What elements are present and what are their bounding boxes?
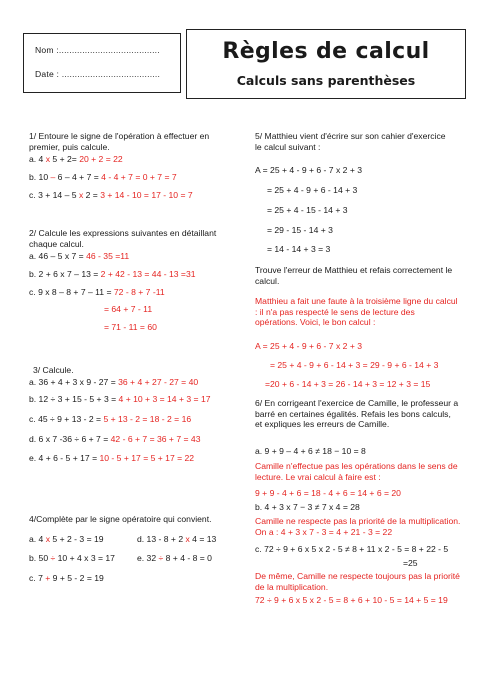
- ex3-item-d: d. 6 x 7 -36 ÷ 6 + 7 = 42 - 6 + 7 = 36 + 7 = 43: [29, 434, 201, 444]
- ex2-item-c-step3: = 71 - 11 = 60: [104, 322, 157, 332]
- ex2-title: 2/ Calcule les expressions suivantes en détaillant chaque calcul.: [29, 228, 217, 249]
- ex6-item-b-explanation: Camille ne respecte pas la priorité de la multiplication. On a : 4 + 3 x 7 - 3 = 4 + 21 - 3 = 22: [255, 516, 461, 537]
- ex4-item-c: c. 7 + 9 + 5 - 2 = 19: [29, 573, 104, 583]
- ex4-item-a: a. 4 x 5 + 2 - 3 = 19: [29, 534, 104, 544]
- title-box: [186, 29, 466, 99]
- ex3-item-e: e. 4 + 6 - 5 + 17 = 10 - 5 + 17 = 5 + 17 = 22: [29, 453, 195, 463]
- ex5-answer: Matthieu a fait une faute à la troisième ligne du calcul : il n'a pas respecté le sens de lecture des opérations. Voici, le bon calcul :: [255, 296, 458, 327]
- ex2-item-c: c. 9 x 8 – 8 + 7 – 11 = 72 - 8 + 7 -11: [29, 287, 165, 297]
- ex5-title: 5/ Matthieu vient d'écrire sur son cahier d'exercice le calcul suivant :: [255, 131, 446, 152]
- page-title: Règles de calcul: [222, 39, 430, 64]
- ex6-item-a: a. 9 + 9 – 4 + 6 ≠ 18 − 10 = 8: [255, 446, 366, 456]
- ex6-item-a-explanation: Camille n'effectue pas les opérations dans le sens de lecture. Le vrai calcul à faire est :: [255, 461, 458, 482]
- ex4-title: 4/Complète par le signe opératoire qui convient.: [29, 514, 212, 524]
- ex1-item-c: c. 3 + 14 – 5 x 2 = 3 + 14 - 10 = 17 - 10 = 7: [29, 190, 193, 200]
- ex1-title: 1/ Entoure le signe de l'opération à effectuer en premier, puis calcule.: [29, 131, 210, 152]
- ex5-answer-line-2: = 25 + 4 - 9 + 6 - 14 + 3 = 29 - 9 + 6 - 14 + 3: [270, 360, 439, 370]
- ex5-answer-line-1: A = 25 + 4 - 9 + 6 - 7 x 2 + 3: [255, 341, 363, 351]
- ex5-line-3: = 25 + 4 - 15 - 14 + 3: [267, 205, 348, 215]
- ex4-item-e: e. 32 ÷ 8 + 4 - 8 = 0: [137, 553, 212, 563]
- identity-box: [23, 33, 181, 93]
- ex1-item-b: b. 10 – 6 – 4 + 7 = 4 - 4 + 7 = 0 + 7 = 7: [29, 172, 177, 182]
- ex6-item-c-explanation: De même, Camille ne respecte toujours pas la priorité de la multiplication.: [255, 571, 460, 592]
- ex2-item-a: a. 46 – 5 x 7 = 46 - 35 =11: [29, 251, 130, 261]
- ex2-item-b: b. 2 + 6 x 7 – 13 = 2 + 42 - 13 = 44 - 13 =31: [29, 269, 196, 279]
- ex5-line-2: = 25 + 4 - 9 + 6 - 14 + 3: [267, 185, 358, 195]
- ex6-item-c: c. 72 ÷ 9 + 6 x 5 x 2 - 5 ≠ 8 + 11 x 2 - 5 = 8 + 22 - 5: [255, 544, 449, 554]
- ex6-item-c-calc: 72 ÷ 9 + 6 x 5 x 2 - 5 = 8 + 6 + 10 - 5 = 14 + 5 = 19: [255, 595, 448, 605]
- ex5-question: Trouve l'erreur de Matthieu et refais correctement le calcul.: [255, 265, 453, 286]
- ex6-item-b: b. 4 + 3 x 7 − 3 ≠ 7 x 4 = 28: [255, 502, 360, 512]
- ex6-item-a-calc: 9 + 9 - 4 + 6 = 18 - 4 + 6 = 14 + 6 = 20: [255, 488, 401, 498]
- ex6-title: 6/ En corrigeant l'exercice de Camille, le professeur a barré en certaines égalités. Refais les bons calculs, et expliques les erreurs de Camille.: [255, 398, 459, 429]
- ex5-line-4: = 29 - 15 - 14 + 3: [267, 225, 333, 235]
- ex3-item-a: a. 36 + 4 + 3 x 9 - 27 = 36 + 4 + 27 - 27 = 40: [29, 377, 199, 387]
- ex4-item-b: b. 50 ÷ 10 + 4 x 3 = 17: [29, 553, 115, 563]
- date-field: Date : ......................................: [35, 69, 161, 79]
- ex4-item-d: d. 13 - 8 + 2 x 4 = 13: [137, 534, 217, 544]
- ex3-title: 3/ Calcule.: [33, 365, 74, 375]
- ex2-item-c-step2: = 64 + 7 - 11: [104, 304, 153, 314]
- ex5-line-5: = 14 - 14 + 3 = 3: [267, 244, 331, 254]
- ex5-answer-line-3: =20 + 6 - 14 + 3 = 26 - 14 + 3 = 12 + 3 = 15: [265, 379, 431, 389]
- ex3-item-c: c. 45 ÷ 9 + 13 - 2 = 5 + 13 - 2 = 18 - 2 = 16: [29, 414, 192, 424]
- ex3-item-b: b. 12 ÷ 3 + 15 - 5 + 3 = 4 + 10 + 3 = 14 + 3 = 17: [29, 394, 211, 404]
- nom-field: Nom :.......................................: [35, 45, 160, 55]
- page-subtitle: Calculs sans parenthèses: [236, 73, 416, 88]
- ex5-line-1: A = 25 + 4 - 9 + 6 - 7 x 2 + 3: [255, 165, 363, 175]
- ex6-item-c-result: =25: [403, 558, 418, 568]
- ex1-item-a: a. 4 x 5 + 2= 20 + 2 = 22: [29, 154, 123, 164]
